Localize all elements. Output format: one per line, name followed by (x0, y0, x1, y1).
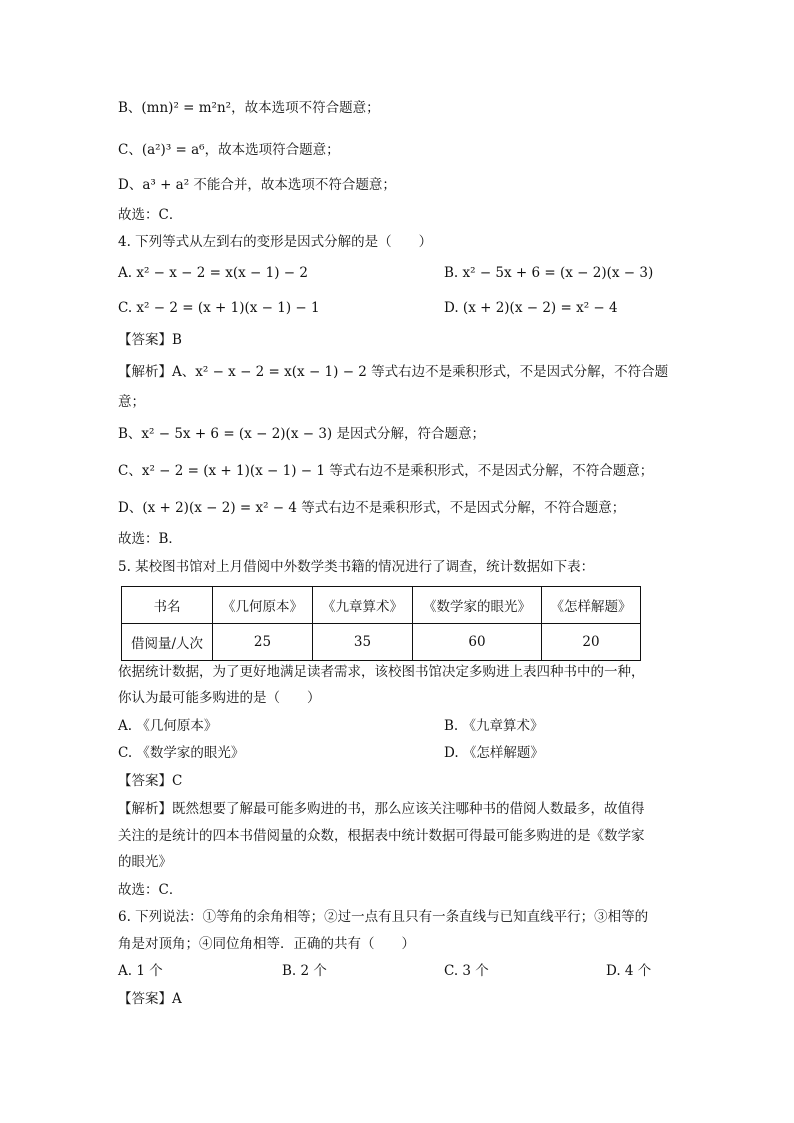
q6-stem-line2: 角是对顶角；④同位角相等．正确的共有（ ） (118, 936, 415, 952)
q5-table-header-row (122, 587, 641, 624)
q5-header-cell: 《几何原本》 (213, 587, 313, 624)
q4-stem: 4. 下列等式从左到右的变形是因式分解的是（ ） (118, 234, 433, 250)
q3-conclusion: 故选：C． (118, 207, 183, 223)
q3-option-c-analysis: C、(a²)³ = a⁶，故本选项符合题意； (118, 142, 340, 158)
q5-text-line1: 依据统计数据，为了更好地满足读者需求，该校图书馆决定多购进上表四种书中的一种， (118, 664, 645, 680)
q4-analysis-b: B、x² − 5x + 6 = (x − 2)(x − 3) 是因式分解，符合题意； (118, 426, 485, 442)
q5-analysis-line1: 【解析】既然想要了解最可能多购进的书，那么应该关注哪种书的借阅人数最多，故值得 (118, 801, 645, 817)
q5-analysis-line3: 的眼光》 (118, 854, 172, 870)
q4-option-b: B. x² − 5x + 6 = (x − 2)(x − 3) (444, 265, 654, 281)
q5-value-cell: 35 (313, 624, 413, 661)
q5-data-table (121, 586, 641, 661)
q5-header-cell: 《九章算术》 (313, 587, 413, 624)
q4-answer: 【答案】B (118, 332, 182, 348)
q5-analysis-line2: 关注的是统计的四本书借阅量的众数，根据表中统计数据可得最可能多购进的是《数学家 (118, 828, 645, 844)
q6-option-a: A. 1 个 (118, 963, 163, 979)
q6-answer: 【答案】A (118, 991, 182, 1007)
q4-analysis-a-line1: 【解析】A、x² − x − 2 = x(x − 1) − 2 等式右边不是乘积形式，不是因式分解，不符合题 (118, 364, 669, 380)
q5-value-cell: 借阅量/人次 (122, 624, 213, 661)
q3-option-d-analysis: D、a³ + a² 不能合并，故本选项不符合题意； (118, 177, 396, 193)
q4-analysis-a-line2: 意； (118, 394, 145, 410)
q5-header-cell: 《怎样解题》 (542, 587, 641, 624)
q4-conclusion: 故选：B． (118, 531, 182, 547)
q6-stem-line1: 6. 下列说法：①等角的余角相等；②过一点有且只有一条直线与已知直线平行；③相等的 (118, 909, 649, 925)
q3-option-b-analysis: B、(mn)² = m²n²，故本选项不符合题意； (118, 100, 380, 116)
q5-header-cell: 《数学家的眼光》 (413, 587, 542, 624)
q4-option-a: A. x² − x − 2 = x(x − 1) − 2 (118, 265, 308, 281)
q5-value-cell: 60 (413, 624, 542, 661)
q5-stem: 5. 某校图书馆对上月借阅中外数学类书籍的情况进行了调查，统计数据如下表： (118, 559, 595, 575)
q4-analysis-d: D、(x + 2)(x − 2) = x² − 4 等式右边不是乘积形式，不是因式分解，不符合题意； (118, 500, 626, 516)
q5-answer: 【答案】C (118, 773, 183, 789)
q4-analysis-c: C、x² − 2 = (x + 1)(x − 1) − 1 等式右边不是乘积形式，不是因式分解，不符合题意； (118, 463, 654, 479)
q5-table-value-row (122, 624, 641, 661)
q6-option-b: B. 2 个 (282, 963, 327, 979)
q4-option-c: C. x² − 2 = (x + 1)(x − 1) − 1 (118, 300, 320, 316)
q5-header-cell: 书名 (122, 587, 213, 624)
q5-option-a: A. 《几何原本》 (118, 718, 218, 734)
q5-value-cell: 20 (542, 624, 641, 661)
q6-option-c: C. 3 个 (444, 963, 489, 979)
q5-option-d: D. 《怎样解题》 (444, 745, 544, 761)
q5-option-b: B. 《九章算术》 (444, 718, 544, 734)
q6-option-d: D. 4 个 (606, 963, 652, 979)
q5-conclusion: 故选：C． (118, 882, 183, 898)
q5-option-c: C. 《数学家的眼光》 (118, 745, 245, 761)
q5-value-cell: 25 (213, 624, 313, 661)
q4-option-d: D. (x + 2)(x − 2) = x² − 4 (444, 300, 618, 316)
q5-text-line2: 你认为最可能多购进的是（ ） (118, 690, 321, 706)
